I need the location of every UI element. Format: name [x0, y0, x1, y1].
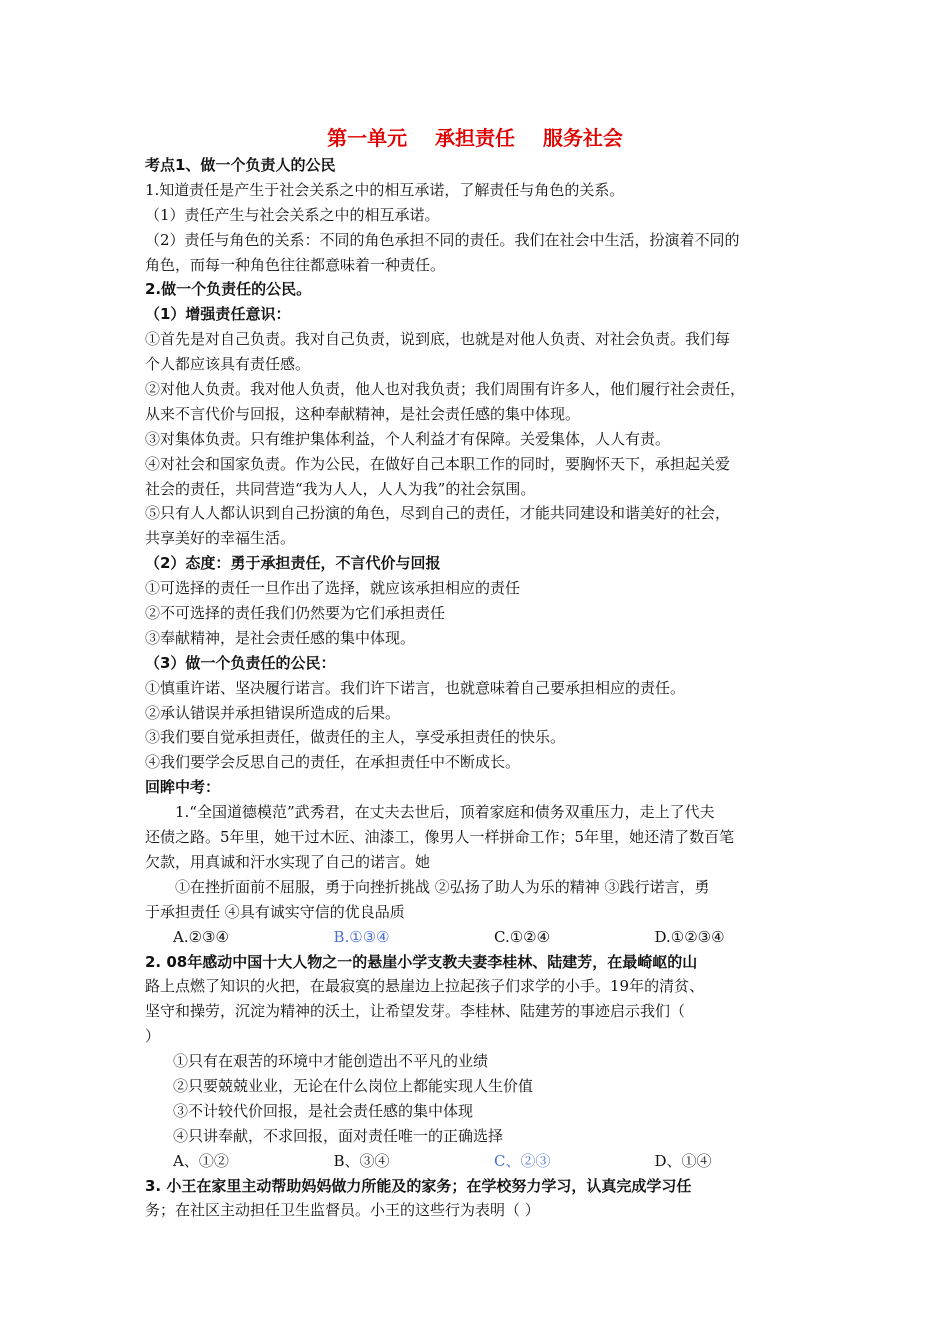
paragraph-line: ①可选择的责任一旦作出了选择，就应该承担相应的责任: [145, 579, 521, 598]
question-2-text: 2. 08年感动中国十大人物之一的悬崖小学支教夫妻李桂林、陆建芳，在最崎岖的山: [145, 952, 698, 971]
question-1-text: 1.“全国道德模范”武秀君，在丈夫去世后，顶着家庭和债务双重压力，走上了代夫: [175, 803, 715, 822]
section-heading: 回眸中考：: [145, 778, 221, 797]
paragraph-line: ②承认错误并承担错误所造成的后果。: [145, 703, 401, 722]
option-a: A、①②: [173, 1151, 229, 1170]
paragraph-line: 从来不言代价与回报，这种奉献精神，是社会责任感的集中体现。: [145, 404, 581, 423]
question-2-statement: ②只要兢兢业业，无论在什么岗位上都能实现人生价值: [173, 1076, 534, 1095]
paragraph-line: ⑤只有人人都认识到自己扮演的角色，尽到自己的责任，才能共同建设和谐美好的社会，: [145, 504, 731, 523]
question-1-text: 还债之路。5年里，她干过木匠、油漆工，像男人一样拼命工作；5年里，她还清了数百笔: [145, 828, 735, 847]
paragraph-line: ③对集体负责。只有维护集体利益，个人利益才有保障。关爱集体，人人有责。: [145, 429, 671, 448]
paragraph-line: 社会的责任，共同营造“我为人人，人人为我”的社会氛围。: [145, 479, 536, 498]
paragraph-line: ③我们要自觉承担责任，做责任的主人，享受承担责任的快乐。: [145, 728, 566, 747]
option-b: B、③④: [333, 1151, 390, 1170]
option-b-answer: B.①③④: [333, 927, 390, 946]
subsection-heading: （3）做一个负责任的公民：: [145, 653, 336, 672]
question-2-statement: ①只有在艰苦的环境中才能创造出不平凡的业绩: [173, 1052, 489, 1071]
option-d: D.①②③④: [654, 927, 725, 946]
question-3-text: 务；在社区主动担任卫生监督员。小王的这些行为表明（ ）: [145, 1201, 540, 1220]
subsection-heading: （1）增强责任意识：: [145, 305, 291, 324]
paragraph-line: ②对他人负责。我对他人负责，他人也对我负责；我们周围有许多人，他们履行社会责任，: [145, 380, 746, 399]
option-a: A.②③④: [173, 927, 229, 946]
question-2-text: ）: [145, 1027, 161, 1046]
paragraph-line: （1）责任产生与社会关系之中的相互承诺。: [145, 205, 440, 224]
paragraph-line: ③奉献精神，是社会责任感的集中体现。: [145, 628, 416, 647]
document-body: [145, 153, 815, 1223]
question-2-text: 坚守和操劳，沉淀为精神的沃土，让希望发芽。李桂林、陆建芳的事迹启示我们（: [145, 1002, 686, 1021]
question-2-statement: ④只讲奉献，不求回报，面对责任唯一的正确选择: [173, 1126, 504, 1145]
question-2-options: [145, 1149, 815, 1174]
question-2-text: 路上点燃了知识的火把，在最寂寞的悬崖边上拉起孩子们求学的小手。19年的清贫、: [145, 977, 705, 996]
section-heading: 考点1、做一个负责人的公民: [145, 156, 336, 174]
paragraph-line: ④我们要学会反思自己的责任，在承担责任中不断成长。: [145, 753, 521, 772]
option-c: C.①②④: [494, 927, 551, 946]
paragraph-line: 角色，而每一种角色往往都意味着一种责任。: [145, 255, 446, 274]
question-1-options: [145, 925, 815, 950]
paragraph-line: ①首先是对自己负责。我对自己负责，说到底，也就是对他人负责、对社会负责。我们每: [145, 330, 731, 349]
section-heading: 2.做一个负责任的公民。: [145, 280, 312, 299]
question-3-text: 3. 小王在家里主动帮助妈妈做力所能及的家务；在学校努力学习，认真完成学习任: [145, 1176, 692, 1195]
page-title: 第一单元 承担责任 服务社会: [327, 126, 623, 150]
question-1-text: 欠款，用真诚和汗水实现了自己的诺言。她: [145, 852, 431, 871]
question-1-statements: ①在挫折面前不屈服，勇于向挫折挑战 ②弘扬了助人为乐的精神 ③践行诺言，勇: [175, 877, 710, 896]
option-d: D、①④: [654, 1151, 712, 1170]
paragraph-line: （2）责任与角色的关系：不同的角色承担不同的责任。我们在社会中生活，扮演着不同的: [145, 230, 740, 249]
question-1-statements: 于承担责任 ④具有诚实守信的优良品质: [145, 902, 405, 921]
option-c-answer: C、②③: [494, 1151, 551, 1170]
paragraph-line: 共享美好的幸福生活。: [145, 529, 296, 548]
paragraph-line: ④对社会和国家负责。作为公民，在做好自己本职工作的同时，要胸怀天下，承担起关爱: [145, 454, 731, 473]
paragraph-line: 1.知道责任是产生于社会关系之中的相互承诺，了解责任与角色的关系。: [145, 180, 625, 199]
paragraph-line: ②不可选择的责任我们仍然要为它们承担责任: [145, 604, 446, 623]
paragraph-line: 个人都应该具有责任感。: [145, 355, 311, 374]
question-2-statement: ③不计较代价回报，是社会责任感的集中体现: [173, 1101, 474, 1120]
paragraph-line: ①慎重许诺、坚决履行诺言。我们许下诺言，也就意味着自己要承担相应的责任。: [145, 678, 686, 697]
subsection-heading: （2）态度：勇于承担责任，不言代价与回报: [145, 554, 441, 573]
